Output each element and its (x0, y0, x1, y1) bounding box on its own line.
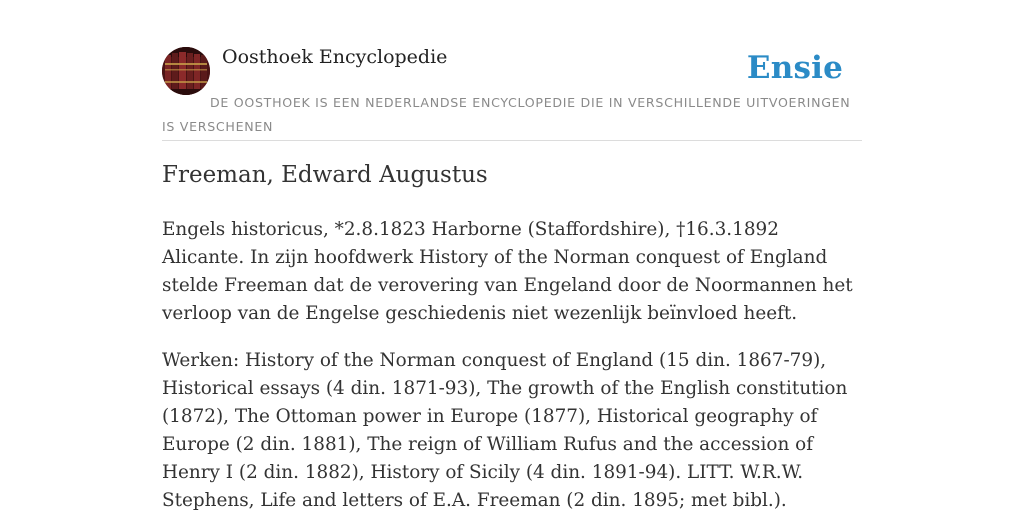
books-image (162, 47, 210, 95)
encyclopedia-books-icon[interactable] (162, 47, 210, 95)
site-header (162, 0, 862, 141)
brand-logo-link[interactable]: Ensie (746, 50, 843, 86)
site-title-link[interactable]: Oosthoek Encyclopedie (222, 46, 448, 68)
site-tagline: DE OOSTHOEK IS EEN NEDERLANDSE ENCYCLOPEDIE DIE IN VERSCHILLENDE UITVOERINGEN IS VERSCHENEN (162, 95, 851, 134)
article-title: Freeman, Edward Augustus (162, 162, 488, 188)
article-paragraph-description: Engels historicus, *2.8.1823 Harborne (Staffordshire), †16.3.1892 Alicante. In zijn hoofdwerk History of the Norman conquest of England stelde Freeman dat de verovering van Engeland door de Noormannen het verloop van de Engelse geschiedenis niet wezenlijk beïnvloed heeft. (162, 219, 853, 324)
page-container (162, 0, 862, 511)
article-paragraph-works: Werken: History of the Norman conquest of England (15 din. 1867-79), Historical essays (4 din. 1871-93), The growth of the English constitution (1872), The Ottoman power in Europe (1877), Historical geography of Europe (2 din. 1881), The reign of William Rufus and the accession of Henry I (2 din. 1882), History of Sicily (4 din. 1891-94). LITT. W.R.W. Stephens, Life and letters of E.A. Freeman (2 din. 1895; met bibl.). (162, 350, 848, 511)
